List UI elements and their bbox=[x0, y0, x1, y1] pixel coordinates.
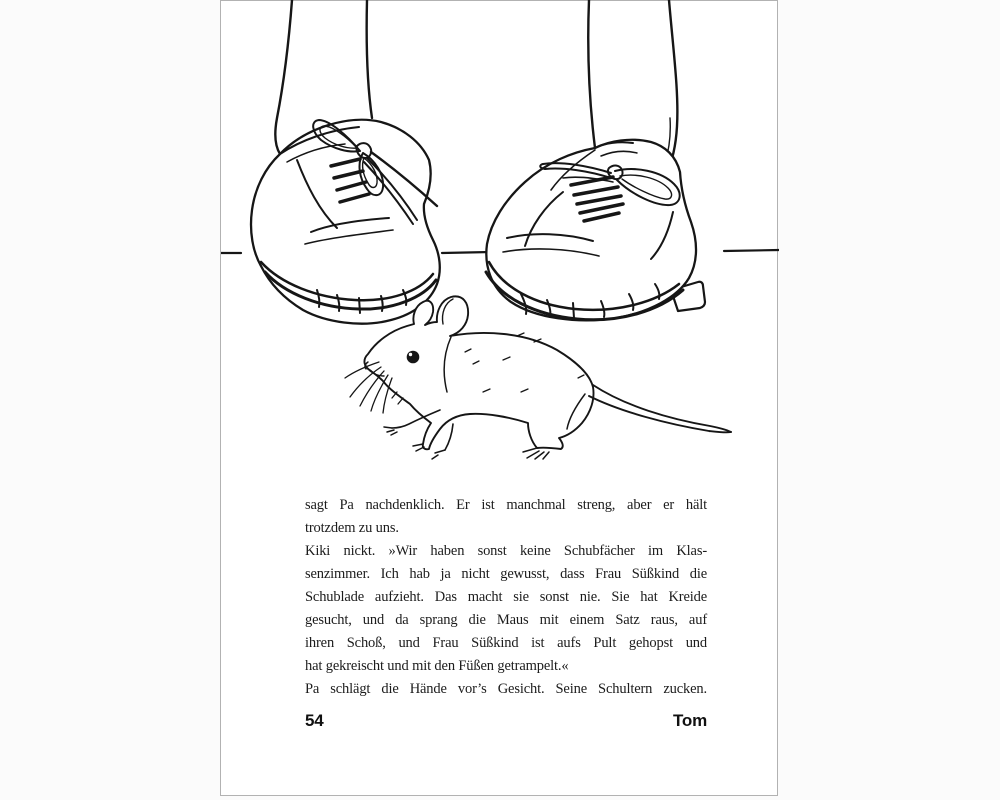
running-title: Tom bbox=[672, 711, 707, 730]
page-footer bbox=[305, 711, 707, 731]
shoes-and-mouse-drawing bbox=[221, 0, 779, 470]
body-text bbox=[305, 494, 707, 701]
text-line: Kiki nickt. »Wir haben sonst keine Schubfächer im Klas- bbox=[305, 543, 707, 559]
page-number: 54 bbox=[305, 711, 324, 730]
text-line: hat gekreischt und mit den Füßen getrampelt.« bbox=[305, 658, 569, 674]
text-line: Schublade aufzieht. Das macht sie sonst nie. Sie hat Kreide bbox=[305, 589, 707, 605]
mouse-drawing bbox=[345, 296, 731, 459]
text-line: ihren Schoß, und Frau Süßkind ist aufs Pult gehopst und bbox=[305, 635, 707, 651]
illustration bbox=[221, 0, 779, 470]
mouse-eye bbox=[407, 351, 420, 364]
text-line: gesucht, und da sprang die Maus mit einem Satz raus, auf bbox=[305, 612, 707, 628]
text-line: sagt Pa nachdenklich. Er ist manchmal streng, aber er hält bbox=[305, 497, 707, 513]
text-line: Pa schlägt die Hände vor’s Gesicht. Seine Schultern zucken. bbox=[305, 681, 707, 697]
book-page bbox=[220, 0, 778, 796]
text-line: senzimmer. Ich hab ja nicht gewusst, dass Frau Süßkind die bbox=[305, 566, 707, 582]
text-line: trotzdem zu uns. bbox=[305, 520, 399, 536]
right-shoe bbox=[486, 140, 705, 321]
